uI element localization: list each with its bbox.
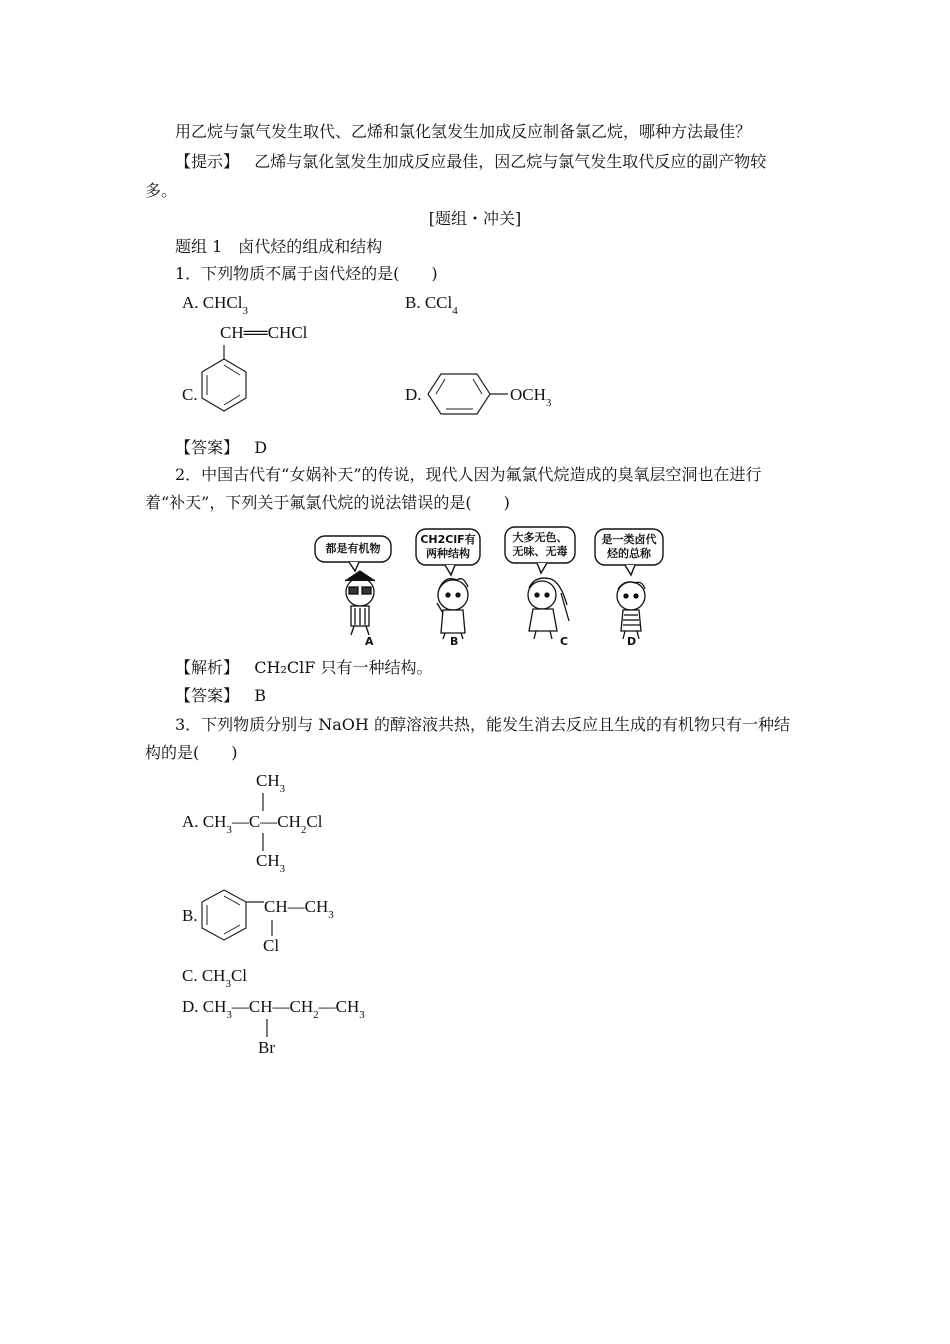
- hint-tag: 【提示】: [175, 152, 240, 171]
- q3a-bottom-group: $CH_3$: [256, 851, 286, 875]
- answer-value: D: [254, 438, 268, 457]
- answer-tag: 【答案】: [175, 686, 240, 705]
- q1-option-d-group: $OCH_3$: [510, 385, 552, 409]
- q3a-bottom-bond: [262, 833, 264, 851]
- answer-tag: 【答案】: [175, 438, 240, 457]
- q1-option-b: B. CCl$_4$: [405, 293, 458, 317]
- q2-stem-line1: 2．中国古代有“女娲补天”的传说，现代人因为氟氯代烷造成的臭氧层空洞也在进行: [175, 465, 762, 484]
- q1-option-a: A. CHCl$_3$: [182, 293, 248, 317]
- q2-answer: [175, 685, 266, 707]
- q3-stem-line2: 构的是( ): [145, 743, 238, 762]
- hint-line: [175, 151, 766, 173]
- bubble-c-text: 大多无色、 无味、无毒: [512, 531, 568, 558]
- answer-value: B: [254, 686, 267, 705]
- analysis-text: CH₂ClF 只有一种结构。: [254, 658, 433, 677]
- benzene-ring-q3b: [200, 888, 270, 946]
- q3b-label: B.: [182, 906, 198, 925]
- q3d-bond: [266, 1019, 268, 1037]
- q3d-bromine: Br: [258, 1038, 275, 1057]
- q1-option-c-label: C.: [182, 385, 198, 404]
- q3b-chlorine: Cl: [263, 936, 280, 955]
- q3b-chain: $CH—CH_3$: [264, 897, 334, 921]
- q1-option-d-label: D.: [405, 385, 422, 404]
- figure-label-c: C: [560, 635, 569, 648]
- q3c-formula: C. $CH_3Cl$: [182, 966, 248, 990]
- hint-text: 乙烯与氯化氢发生加成反应最佳，因乙烷与氯气发生取代反应的副产物较: [254, 152, 767, 171]
- q3a-top-group: $CH_3$: [256, 771, 286, 795]
- bubble-d-text: 是一类卤代 烃的总称: [601, 533, 657, 560]
- q2-stem-line2: 着“补天”，下列关于氟氯代烷的说法错误的是( ): [145, 493, 510, 512]
- benzene-ring-d: [428, 372, 508, 418]
- hint-line-2: 多。: [145, 181, 178, 200]
- q3a-formula-row: A. $CH_3—C—CH_2Cl$: [182, 812, 323, 836]
- q3a-top-bond: [262, 793, 264, 811]
- figure-label-b: B: [450, 635, 459, 648]
- group1-title: 题组 1 卤代烃的组成和结构: [175, 237, 383, 256]
- benzene-ring-c: [200, 345, 250, 425]
- bubble-b-text: CH2ClF有 两种结构: [420, 533, 476, 560]
- bubble-a-text: 都是有机物: [325, 542, 381, 555]
- intro-question: 用乙烷与氯气发生取代、乙烯和氯化氢发生加成反应制备氯乙烷，哪种方法最佳？: [175, 122, 752, 141]
- q3b-bond: [271, 920, 273, 936]
- q3-stem-line1: 3．下列物质分别与 NaOH 的醇溶液共热，能发生消去反应且生成的有机物只有一种结: [175, 715, 790, 734]
- section-title: [题组・冲关]: [428, 209, 522, 228]
- analysis-tag: 【解析】: [175, 658, 240, 677]
- cartoon-figure: [305, 523, 680, 648]
- figure-label-a: A: [365, 635, 374, 648]
- q1-answer: [175, 437, 267, 459]
- q3d-formula-row: D. $CH_3—CH—CH_2—CH_3$: [182, 997, 365, 1021]
- q1-option-c-substituent: CH══CHCl: [220, 323, 308, 342]
- q2-analysis: [175, 657, 432, 679]
- figure-label-d: D: [627, 635, 637, 648]
- q1-stem: 1．下列物质不属于卤代烃的是( ): [175, 264, 438, 283]
